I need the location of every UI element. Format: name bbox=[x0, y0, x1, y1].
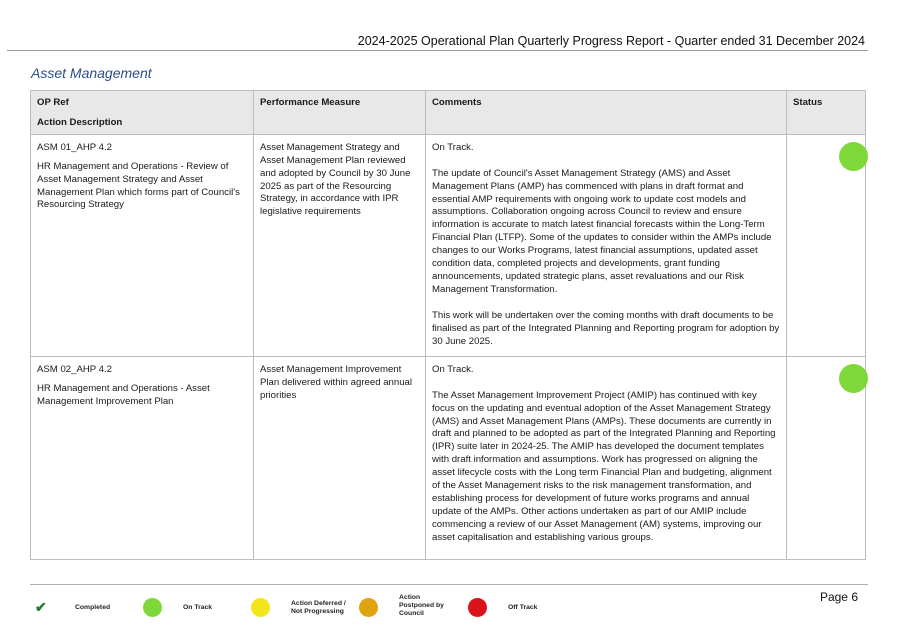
performance-measure: Asset Management Improvement Plan delivered within agreed annual priorities bbox=[254, 356, 426, 559]
legend-on-track-label: On Track bbox=[183, 604, 213, 611]
header-op-ref-label: OP Ref bbox=[37, 97, 69, 108]
status-on-track-icon bbox=[839, 142, 868, 171]
comment-paragraph: On Track. bbox=[432, 363, 474, 375]
header-comments: Comments bbox=[426, 91, 787, 135]
comment-paragraph: On Track. bbox=[432, 141, 474, 153]
comments-cell bbox=[426, 356, 787, 559]
comment-paragraph: The update of Council's Asset Management Strategy (AMS) and Asset Management Plans (AMP) has commenced with plans in draft format and essential AMP requirements with ongoing work to update cost models and assumptions. Collaboration ongoing across Council to review and ensure information is accurate to match latest financial forecasts within the Long-Term Financial Plan (LTFP). Some of the updates to consider within the AMPs include changes to our Works Programs, latest financial assumptions, updated asset condition data, completed projects and developments, grant funding announcements, updated strategic plans, asset revaluations and our Risk Management Transformation. bbox=[432, 167, 772, 295]
legend-postponed-line1: Action bbox=[399, 594, 421, 601]
performance-measure: Asset Management Strategy and Asset Management Plan reviewed and adopted by Council by 30 June 2025 as part of the Resourcing Strategy, in accordance with IPR legislative requirements bbox=[254, 134, 426, 356]
legend-deferred-line1: Action Deferred / bbox=[291, 600, 346, 607]
legend-deferred-line2: Not Progressing bbox=[291, 608, 344, 615]
on-track-dot-icon bbox=[143, 598, 162, 617]
table-row bbox=[31, 134, 866, 356]
legend-off-track-label: Off Track bbox=[508, 604, 538, 611]
comment-paragraph: This work will be undertaken over the coming months with draft documents to be finalised as part of the Integrated Planning and Reporting program for adoption by 30 June 2025. bbox=[432, 309, 780, 347]
legend-deferred-label bbox=[291, 600, 346, 616]
footer-divider bbox=[30, 584, 868, 585]
comments-cell bbox=[426, 134, 787, 356]
table-header-row bbox=[31, 91, 866, 135]
deferred-dot-icon bbox=[251, 598, 270, 617]
check-icon: ✔ bbox=[35, 599, 47, 615]
legend-completed-label: Completed bbox=[75, 604, 111, 611]
page-number: Page 6 bbox=[819, 590, 858, 604]
legend-postponed-line2: Postponed by bbox=[399, 602, 444, 609]
legend-postponed-label bbox=[399, 594, 444, 618]
section-title: Asset Management bbox=[31, 65, 152, 81]
status-legend bbox=[0, 590, 800, 630]
legend-postponed-line3: Council bbox=[399, 610, 424, 617]
action-cell bbox=[31, 356, 254, 559]
op-ref: ASM 02_AHP 4.2 bbox=[37, 363, 113, 375]
header-divider bbox=[7, 50, 868, 51]
status-cell bbox=[787, 134, 866, 356]
header-action-description-label: Action Description bbox=[37, 116, 123, 128]
action-description: HR Management and Operations - Review of Asset Management Strategy and Asset Management Plan which forms part of Council's Resourcing Strategy bbox=[37, 160, 240, 211]
off-track-dot-icon bbox=[468, 598, 487, 617]
header-status: Status bbox=[787, 91, 866, 135]
action-description: HR Management and Operations - Asset Management Improvement Plan bbox=[37, 382, 210, 407]
header-op-ref bbox=[31, 91, 254, 135]
status-cell bbox=[787, 356, 866, 559]
postponed-dot-icon bbox=[359, 598, 378, 617]
report-title: 2024-2025 Operational Plan Quarterly Progress Report - Quarter ended 31 December 2024 bbox=[357, 34, 865, 48]
progress-table bbox=[30, 90, 866, 560]
op-ref: ASM 01_AHP 4.2 bbox=[37, 141, 113, 153]
action-cell bbox=[31, 134, 254, 356]
comment-paragraph: The Asset Management Improvement Project (AMIP) has continued with key focus on the updating and eventual adoption of the Asset Management Strategy (AMS) and Asset Management Plans (AMPs). These documents are currently in draft and planned to be adopted as part of the Integrated Planning and Reporting (IPR) suite later in 2024-25. The AMIP has developed the document templates with draft information and assumptions. Work has progressed on aligning the asset lifecycle costs with the Long term Financial Plan and budgeting, alignment of the Asset Management risks to the risk management transformation, and establishing process for development of future works programs and annual update of the AMPs. Other actions undertaken as part of our AMIP include commencing a review of our Asset Management (AM) systems, improving our asset capitalisation and establishing various groups. bbox=[432, 389, 776, 543]
table-row bbox=[31, 356, 866, 559]
header-performance-measure: Performance Measure bbox=[254, 91, 426, 135]
status-on-track-icon bbox=[839, 364, 868, 393]
